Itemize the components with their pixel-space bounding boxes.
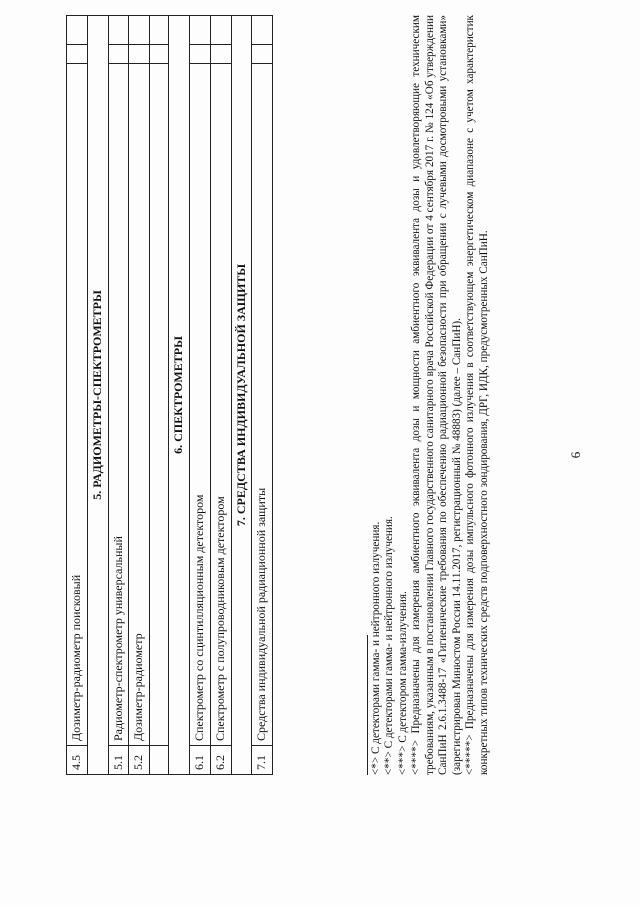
row-number: 7.1 bbox=[252, 746, 273, 775]
empty-cell bbox=[67, 45, 88, 64]
empty-cell bbox=[252, 45, 273, 64]
footnote: <****> Предназначены для измерения амбиентного эквивалента дозы и мощности амбиентного эквивалента дозы и удовлетворяющие техническим требованиям, указанным в постановлении Главного государственного санитарного врача Российской Федерации от 4 сентября 2017 г. № 124 «Об утверждении СанПиН 2.6.1.3488-17 «Гигиенические требования по обеспечению радиационной безопасности при обращении с лучевыми досмотровыми установками» (зарегистрирован Минюстом России 14.11.2017, регистрационный № 48883) (далее – СанПиН). bbox=[410, 15, 463, 775]
empty-cell bbox=[210, 45, 231, 64]
table-row bbox=[129, 16, 150, 775]
table-row bbox=[210, 16, 231, 775]
empty-row bbox=[150, 16, 169, 775]
table-row bbox=[252, 16, 273, 775]
row-name: Спектрометр с полупроводниковым детектором bbox=[210, 64, 231, 746]
table-row bbox=[67, 16, 88, 775]
row-name: Дозиметр-радиометр поисковый bbox=[67, 64, 88, 746]
empty-cell bbox=[189, 45, 210, 64]
table-row bbox=[189, 16, 210, 775]
empty-cell bbox=[129, 45, 150, 64]
row-number: 5.2 bbox=[129, 746, 150, 775]
page-number: 6 bbox=[568, 451, 583, 459]
table-row bbox=[108, 16, 129, 775]
empty-cell bbox=[210, 16, 231, 45]
footnotes bbox=[370, 15, 491, 775]
empty-cell bbox=[150, 64, 169, 746]
empty-cell bbox=[189, 16, 210, 45]
section-header-row bbox=[169, 16, 190, 775]
empty-cell bbox=[150, 45, 169, 64]
footnote-divider bbox=[367, 635, 368, 775]
footnote: <***> С детектором гамма-излучения. bbox=[396, 591, 409, 775]
section-title: 5. РАДИОМЕТРЫ-СПЕКТРОМЕТРЫ bbox=[87, 16, 108, 775]
row-name: Дозиметр-радиометр bbox=[129, 64, 150, 746]
section-header-row bbox=[87, 16, 108, 775]
empty-cell bbox=[150, 746, 169, 775]
empty-cell bbox=[129, 16, 150, 45]
empty-cell bbox=[252, 16, 273, 45]
empty-cell bbox=[67, 16, 88, 45]
row-name: Спектрометр со сцинтилляционным детектором bbox=[189, 64, 210, 746]
section-title: 7. СРЕДСТВА ИНДИВИДУАЛЬНОЙ ЗАЩИТЫ bbox=[231, 16, 252, 775]
empty-cell bbox=[108, 16, 129, 45]
section-header-row bbox=[231, 16, 252, 775]
row-name: Средства индивидуальной радиационной защиты bbox=[252, 64, 273, 746]
equipment-table bbox=[66, 15, 273, 775]
footnote: <**> С детекторами гамма- и нейтронного излучения. bbox=[383, 516, 396, 775]
footnote: <*> С детекторами гамма- и нейтронного излучения. bbox=[370, 521, 382, 775]
row-number: 5.1 bbox=[108, 746, 129, 775]
empty-cell bbox=[108, 45, 129, 64]
footnote: <*****> Предназначены для измерения дозы импульсного фотонного излучения в соответствующем энергетическом диапазоне с учетом характеристик конкретных типов технических средств подповерхностного зондирования, ДРГ, ИДК, предусмотренных СанПиН. bbox=[464, 15, 490, 775]
row-number: 6.2 bbox=[210, 746, 231, 775]
row-number: 6.1 bbox=[189, 746, 210, 775]
row-name: Радиометр-спектрометр универсальный bbox=[108, 64, 129, 746]
row-number: 4.5 bbox=[67, 746, 88, 775]
section-title: 6. СПЕКТРОМЕТРЫ bbox=[169, 16, 190, 775]
empty-cell bbox=[150, 16, 169, 45]
